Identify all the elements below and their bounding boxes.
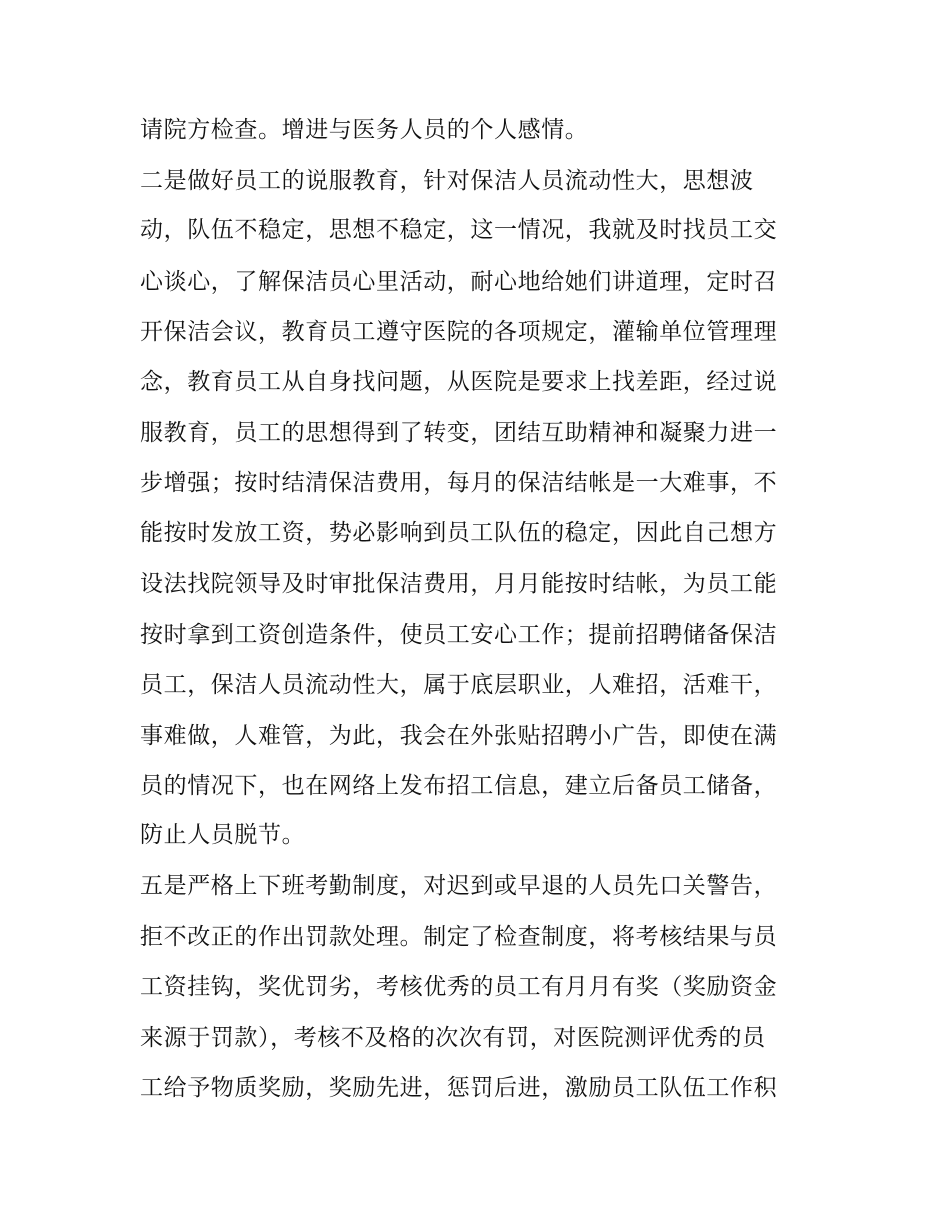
text-line: 心谈心，了解保洁员心里活动，耐心地给她们讲道理，定时召 <box>140 269 778 295</box>
text-line: 动，队伍不稳定，思想不稳定，这一情况，我就及时找员工交 <box>140 217 778 243</box>
text-line: 按时拿到工资创造条件，使员工安心工作；提前招聘储备保洁 <box>140 622 778 648</box>
text-line: 事难做，人难管，为此，我会在外张贴招聘小广告，即使在满 <box>140 723 778 749</box>
text-line: 服教育，员工的思想得到了转变，团结互助精神和凝聚力进一 <box>140 420 778 446</box>
text-line: 二是做好员工的说服教育，针对保洁人员流动性大，思想波 <box>140 168 754 194</box>
text-line: 设法找院领导及时审批保洁费用，月月能按时结帐，为员工能 <box>140 571 778 597</box>
text-line: 工资挂钩，奖优罚劣，考核优秀的员工有月月有奖（奖励资金 <box>140 974 778 1000</box>
text-line: 员的情况下，也在网络上发布招工信息，建立后备员工储备， <box>140 773 778 799</box>
text-line: 防止人员脱节。 <box>140 822 306 848</box>
text-line: 工给予物质奖励，奖励先进，惩罚后进，激励员工队伍工作积 <box>140 1075 778 1101</box>
text-line: 来源于罚款），考核不及格的次次有罚，对医院测评优秀的员 <box>140 1025 766 1051</box>
text-line: 念，教育员工从自身找问题，从医院是要求上找差距，经过说 <box>140 369 778 395</box>
text-line: 五是严格上下班考勤制度，对迟到或早退的人员先口关警告， <box>140 873 778 899</box>
text-line: 步增强；按时结清保洁费用，每月的保洁结帐是一大难事，不 <box>140 470 778 496</box>
text-line: 能按时发放工资，势必影响到员工队伍的稳定，因此自己想方 <box>140 520 778 546</box>
text-line: 拒不改正的作出罚款处理。制定了检查制度，将考核结果与员 <box>140 924 778 950</box>
text-line: 开保洁会议，教育员工遵守医院的各项规定，灌输单位管理理 <box>140 319 778 345</box>
text-line: 员工，保洁人员流动性大，属于底层职业，人难招，活难干， <box>140 672 778 698</box>
text-line: 请院方检查。增进与医务人员的个人感情。 <box>140 117 589 143</box>
